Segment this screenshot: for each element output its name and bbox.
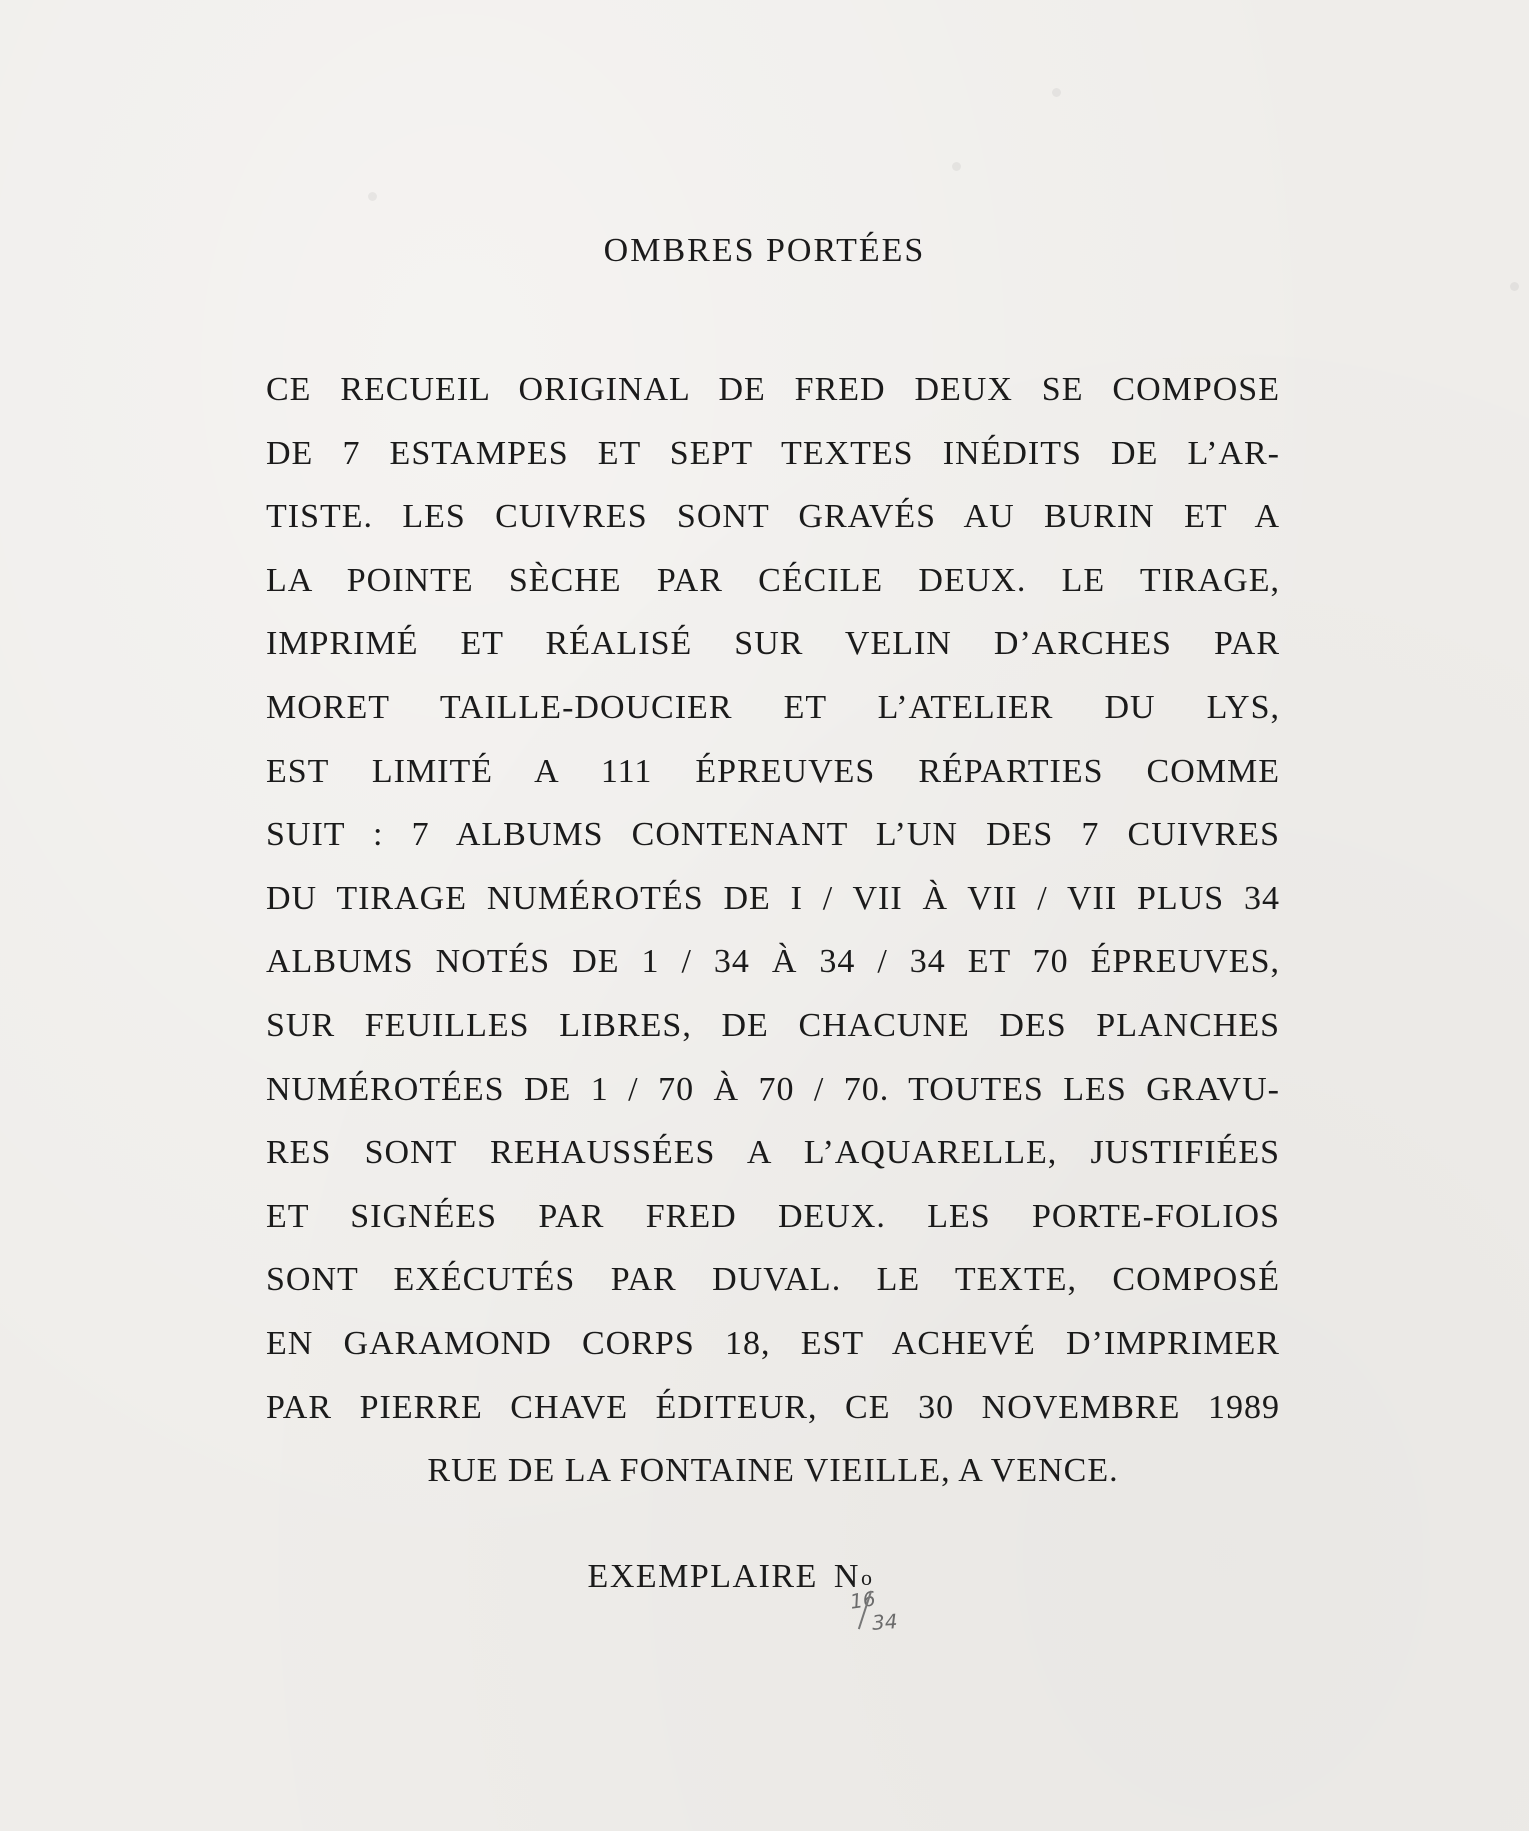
- text-line: EST LIMITÉ A 111 ÉPREUVES RÉPARTIES COMME: [266, 752, 1280, 790]
- text-line: PAR PIERRE CHAVE ÉDITEUR, CE 30 NOVEMBRE 1989: [266, 1388, 1280, 1426]
- text-line: DU TIRAGE NUMÉROTÉS DE I / VII À VII / VII PLUS 34: [266, 879, 1280, 917]
- copy-number-line: [0, 1558, 1529, 1596]
- colophon-body: [266, 358, 1280, 1503]
- text-line: SUIT : 7 ALBUMS CONTENANT L’UN DES 7 CUIVRES: [266, 816, 1280, 854]
- copy-numerator: 16: [848, 1586, 877, 1614]
- number-prefix: N: [833, 1558, 860, 1595]
- copy-denominator: 34: [871, 1609, 899, 1635]
- text-line: ALBUMS NOTÉS DE 1 / 34 À 34 / 34 ET 70 ÉPREUVES,: [266, 943, 1280, 981]
- text-line: ET SIGNÉES PAR FRED DEUX. LES PORTE-FOLIOS: [266, 1197, 1280, 1235]
- text-line: CE RECUEIL ORIGINAL DE FRED DEUX SE COMPOSE: [266, 371, 1280, 408]
- text-line: RES SONT REHAUSSÉES A L’AQUARELLE, JUSTIFIÉES: [266, 1134, 1280, 1172]
- paper-speck: [368, 192, 377, 201]
- paper-speck: [1510, 282, 1519, 291]
- copy-label: EXEMPLAIRE: [587, 1558, 818, 1595]
- text-line: MORET TAILLE-DOUCIER ET L’ATELIER DU LYS,: [266, 688, 1280, 726]
- text-line: EN GARAMOND CORPS 18, EST ACHEVÉ D’IMPRIMER: [266, 1324, 1280, 1362]
- text-line: NUMÉROTÉES DE 1 / 70 À 70 / 70. TOUTES LES GRAVU-: [266, 1070, 1280, 1108]
- text-line: SONT EXÉCUTÉS PAR DUVAL. LE TEXTE, COMPOSÉ: [266, 1261, 1280, 1299]
- text-line: IMPRIMÉ ET RÉALISÉ SUR VELIN D’ARCHES PAR: [266, 625, 1280, 663]
- text-line: TISTE. LES CUIVRES SONT GRAVÉS AU BURIN ET A: [266, 498, 1280, 536]
- page-title: OMBRES PORTÉES: [603, 232, 926, 269]
- text-line: SUR FEUILLES LIBRES, DE CHACUNE DES PLANCHES: [266, 1006, 1280, 1044]
- number-superscript: o: [860, 1565, 874, 1590]
- paper-speck: [952, 162, 961, 171]
- text-line-last: RUE DE LA FONTAINE VIEILLE, A VENCE.: [427, 1452, 1119, 1490]
- text-line: DE 7 ESTAMPES ET SEPT TEXTES INÉDITS DE L’AR-: [266, 434, 1280, 472]
- text-line: LA POINTE SÈCHE PAR CÉCILE DEUX. LE TIRAGE,: [266, 561, 1280, 599]
- paper-speck: [1052, 88, 1061, 97]
